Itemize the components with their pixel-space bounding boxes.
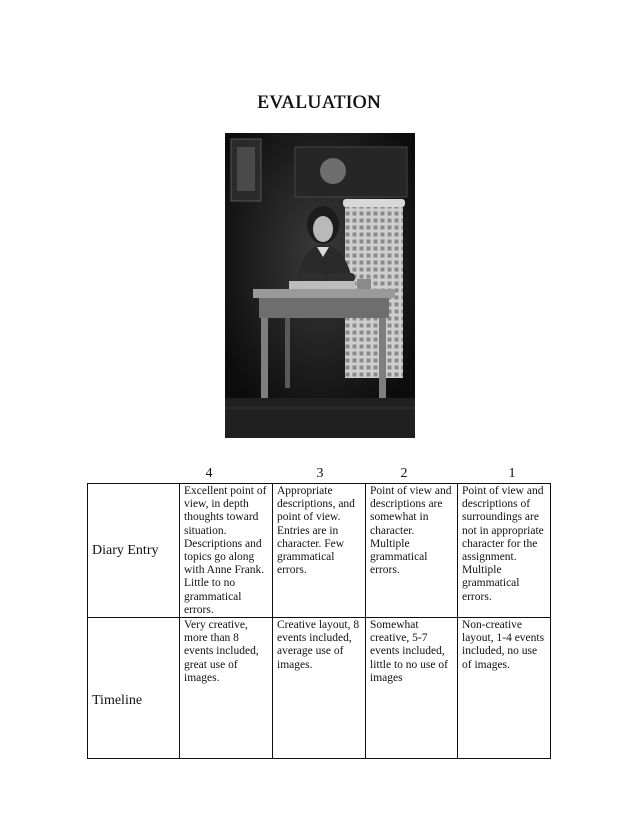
rubric-cell: Somewhat creative, 5-7 events included, little to no use of images	[366, 618, 458, 759]
criterion-cell: Diary Entry	[88, 484, 180, 618]
page-title: EVALUATION	[257, 92, 381, 113]
rubric-table	[87, 483, 551, 759]
rubric-cell: Non-creative layout, 1-4 events included, no use of images.	[458, 618, 551, 759]
rubric-cell: Appropriate descriptions, and point of view. Entries are in character. Few grammatical errors.	[273, 484, 366, 618]
rubric-cell: Point of view and descriptions are somewhat in character. Multiple grammatical errors.	[366, 484, 458, 618]
score-header-row	[0, 466, 638, 484]
rubric-cell: Point of view and descriptions of surroundings are not in appropriate character for the assignment. Multiple grammatical errors.	[458, 484, 551, 618]
table-row	[88, 618, 551, 759]
score-label-4: 4	[205, 466, 213, 481]
score-label-2: 2	[400, 466, 408, 481]
rubric-cell: Creative layout, 8 events included, average use of images.	[273, 618, 366, 759]
criterion-cell: Timeline	[88, 618, 180, 759]
rubric-cell: Very creative, more than 8 events included, great use of images.	[180, 618, 273, 759]
score-label-3: 3	[316, 466, 324, 481]
rubric-cell: Excellent point of view, in depth thoughts toward situation. Descriptions and topics go along with Anne Frank. Little to no grammatical errors.	[180, 484, 273, 618]
girl-at-desk-photo-icon	[225, 133, 415, 438]
table-row	[88, 484, 551, 618]
score-label-1: 1	[508, 466, 516, 481]
